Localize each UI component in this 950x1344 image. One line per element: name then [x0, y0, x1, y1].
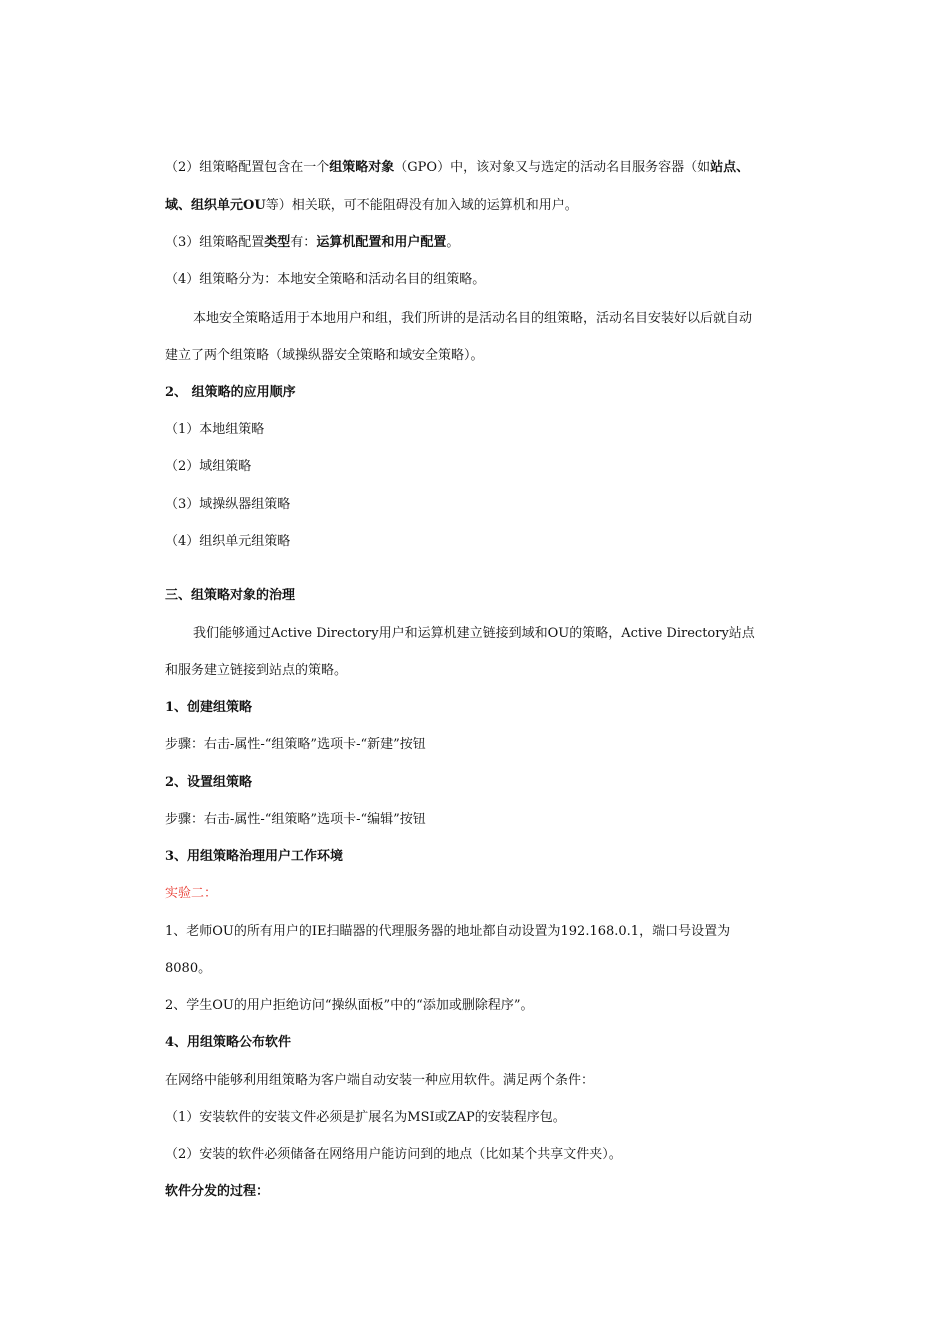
text-span-bold: 域、组织单元 [165, 198, 244, 213]
list-item [165, 533, 290, 551]
paragraph-line [165, 923, 730, 941]
text-span: （2）组策略配置包含在一个 [165, 160, 330, 175]
text-span: 8080。 [165, 961, 212, 976]
text-span: 我们能够通过Active Directory用户和运算机建立链接到域和OU的策略，Active Directory站点 [193, 626, 755, 641]
text-span: 步骤：右击-属性-“组策略”选项卡-“新建”按钮 [165, 737, 426, 752]
text-span-bold: 站点、 [710, 160, 750, 175]
text-span: 本地安全策略适用于本地用户和组，我们所讲的是活动名目的组策略，活动名目安装好以后就自动 [193, 311, 753, 326]
text-span-bold: OU [243, 198, 266, 213]
section-heading [165, 848, 343, 866]
paragraph-line [193, 625, 755, 643]
text-span: （2）安装的软件必须储备在网络用户能访问到的地点（比如某个共享文件夹）。 [165, 1147, 622, 1162]
text-span: （1）本地组策略 [165, 422, 265, 437]
text-span: （3）域操纵器组策略 [165, 497, 291, 512]
text-span: （3）组策略配置 [165, 235, 265, 250]
text-span: （1）安装软件的安装文件必须是扩展名为MSI或ZAP的安装程序包。 [165, 1110, 566, 1125]
list-item [165, 1146, 622, 1164]
section-heading [165, 384, 296, 402]
paragraph-line [165, 736, 426, 754]
section-heading [165, 699, 252, 717]
text-span: 步骤：右击-属性-“组策略”选项卡-“编辑”按钮 [165, 812, 426, 827]
text-span: 和服务建立链接到站点的策略。 [165, 663, 348, 678]
section-heading [165, 774, 252, 792]
experiment-label [165, 885, 217, 903]
paragraph-line [165, 997, 533, 1015]
text-span-bold: 3、用组策略治理用户工作环境 [165, 849, 344, 864]
text-span: （2）域组策略 [165, 459, 252, 474]
paragraph-line [193, 310, 752, 328]
text-span-bold: 运算机配置和用户配置 [316, 235, 447, 250]
text-span-bold: 三、组策略对象的治理 [165, 588, 296, 603]
text-span-bold: 2、 组策略的应用顺序 [165, 385, 296, 400]
text-span: 等）相关联，可不能阻碍没有加入域的运算机和用户。 [265, 198, 578, 213]
paragraph-line [165, 271, 485, 289]
paragraph-line [165, 811, 426, 829]
text-span: 有： [290, 235, 317, 250]
text-span: 在网络中能够利用组策略为客户端自动安装一种应用软件。满足两个条件： [165, 1073, 595, 1088]
text-span-bold: 2、设置组策略 [165, 775, 253, 790]
list-item [165, 421, 264, 439]
list-item [165, 496, 290, 514]
paragraph-line [165, 1072, 594, 1090]
text-span-bold: 1、创建组策略 [165, 700, 253, 715]
text-span: 1、老师OU的所有用户的IE扫瞄器的代理服务器的地址都自动设置为192.168.0.1，端口号设置为 [165, 924, 731, 939]
list-item [165, 458, 251, 476]
text-span-bold: 4、用组策略公布软件 [165, 1035, 292, 1050]
section-heading [165, 587, 295, 605]
paragraph-line [165, 159, 749, 177]
paragraph-line [165, 662, 347, 680]
section-heading [165, 1183, 269, 1201]
text-span-bold: 组策略对象 [329, 160, 395, 175]
section-heading [165, 1034, 291, 1052]
text-span: （4）组策略分为：本地安全策略和活动名目的组策略。 [165, 272, 486, 287]
text-span: （GPO）中，该对象又与选定的活动名目服务容器（如 [394, 160, 711, 175]
list-item [165, 1109, 566, 1127]
text-span-red: 实验二： [165, 886, 218, 901]
paragraph-line [165, 347, 484, 365]
paragraph-line [165, 960, 211, 978]
text-span: （4）组织单元组策略 [165, 534, 291, 549]
paragraph-line [165, 197, 578, 215]
text-span-bold: 软件分发的过程： [165, 1184, 270, 1199]
text-span: 。 [446, 235, 460, 250]
paragraph-line [165, 234, 459, 252]
text-span: 2、学生OU的用户拒绝访问“操纵面板”中的“添加或删除程序”。 [165, 998, 534, 1013]
text-span: 建立了两个组策略（域操纵器安全策略和域安全策略）。 [165, 348, 484, 363]
text-span-bold: 类型 [264, 235, 291, 250]
